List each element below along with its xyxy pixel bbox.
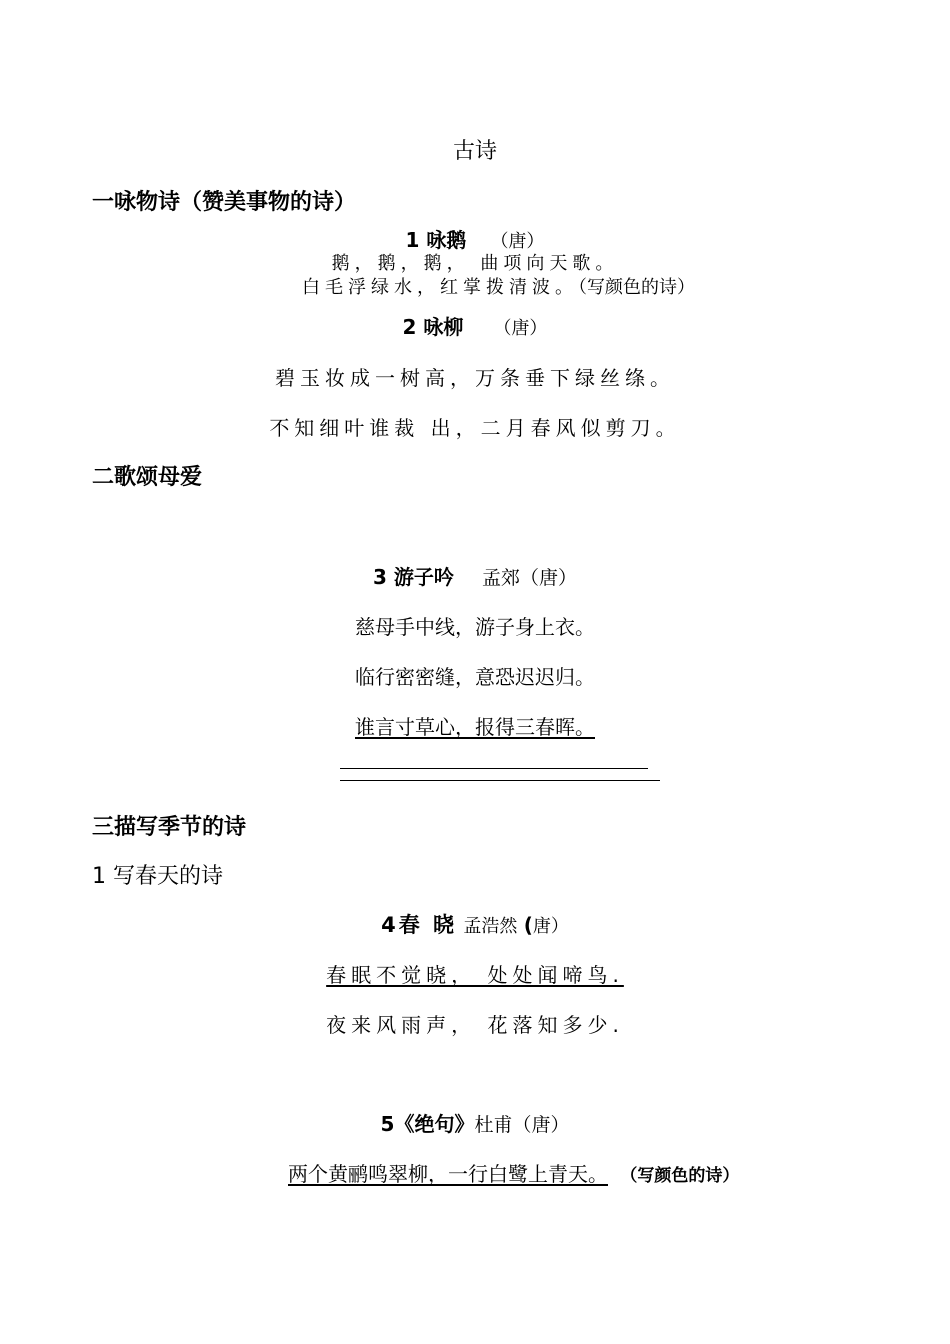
poem-5-line-1-row xyxy=(288,1158,739,1187)
section-heading-2: 二歌颂母爱 xyxy=(92,465,203,490)
poem-2-line-2: 不知细叶谁裁 出，二月春风似剪刀。 xyxy=(269,416,681,440)
poem-line: 谁言寸草心，报得三春晖。 xyxy=(355,715,595,739)
poem-2-header xyxy=(0,311,950,340)
poem-dynasty-paren: ( xyxy=(523,913,533,937)
poem-title: 3 游子吟 xyxy=(373,565,454,589)
section-heading-1: 一咏物诗（赞美事物的诗） xyxy=(92,190,357,215)
poem-author: 孟郊（唐） xyxy=(481,567,577,589)
poem-line: 两个黄鹂鸣翠柳，一行白鹭上青天。 xyxy=(288,1162,608,1186)
blank-line-2 xyxy=(340,780,660,781)
poem-3-line-1: 慈母手中线，游子身上衣。 xyxy=(355,615,595,639)
poem-line: 白毛浮绿水，红掌拨清波。 xyxy=(302,277,578,298)
poem-3-line-2: 临行密密缝，意恐迟迟归。 xyxy=(355,665,595,689)
poem-title: 5《绝句》 xyxy=(380,1112,475,1136)
page-title: 古诗 xyxy=(452,139,497,164)
section-subheading: 1 写春天的诗 xyxy=(92,864,223,889)
poem-1-line-1: 鹅，鹅，鹅， 曲项向天歌。 xyxy=(331,253,619,274)
poem-title: 4春 晓 xyxy=(381,913,458,937)
blank-line-1 xyxy=(340,768,648,769)
poem-1-line-2-row xyxy=(302,273,695,299)
poem-4-line-2: 夜来风雨声， 花落知多少. xyxy=(326,1013,624,1037)
poem-title: 1 咏鹅 xyxy=(405,228,467,252)
poem-2-line-1: 碧玉妆成一树高，万条垂下绿丝绦。 xyxy=(275,366,675,390)
poem-4-header xyxy=(0,909,950,939)
poem-dynasty: （唐） xyxy=(490,231,545,252)
poem-line: 春眠不觉晓， 处处闻啼鸟. xyxy=(326,963,624,987)
poem-author: 杜甫（唐） xyxy=(474,1114,570,1136)
section-heading-3: 三描写季节的诗 xyxy=(92,815,247,840)
poem-4-line-1 xyxy=(0,959,950,988)
poem-note: （写颜色的诗） xyxy=(578,277,695,298)
poem-dynasty: （唐） xyxy=(493,318,548,339)
poem-3-line-3 xyxy=(0,711,950,740)
poem-title: 2 咏柳 xyxy=(402,315,464,339)
poem-3-header xyxy=(0,561,950,590)
poem-dynasty: 唐） xyxy=(532,916,569,937)
poem-5-header xyxy=(0,1108,950,1137)
poem-note: （写颜色的诗） xyxy=(620,1166,740,1186)
poem-author: 孟浩然 xyxy=(463,916,518,937)
